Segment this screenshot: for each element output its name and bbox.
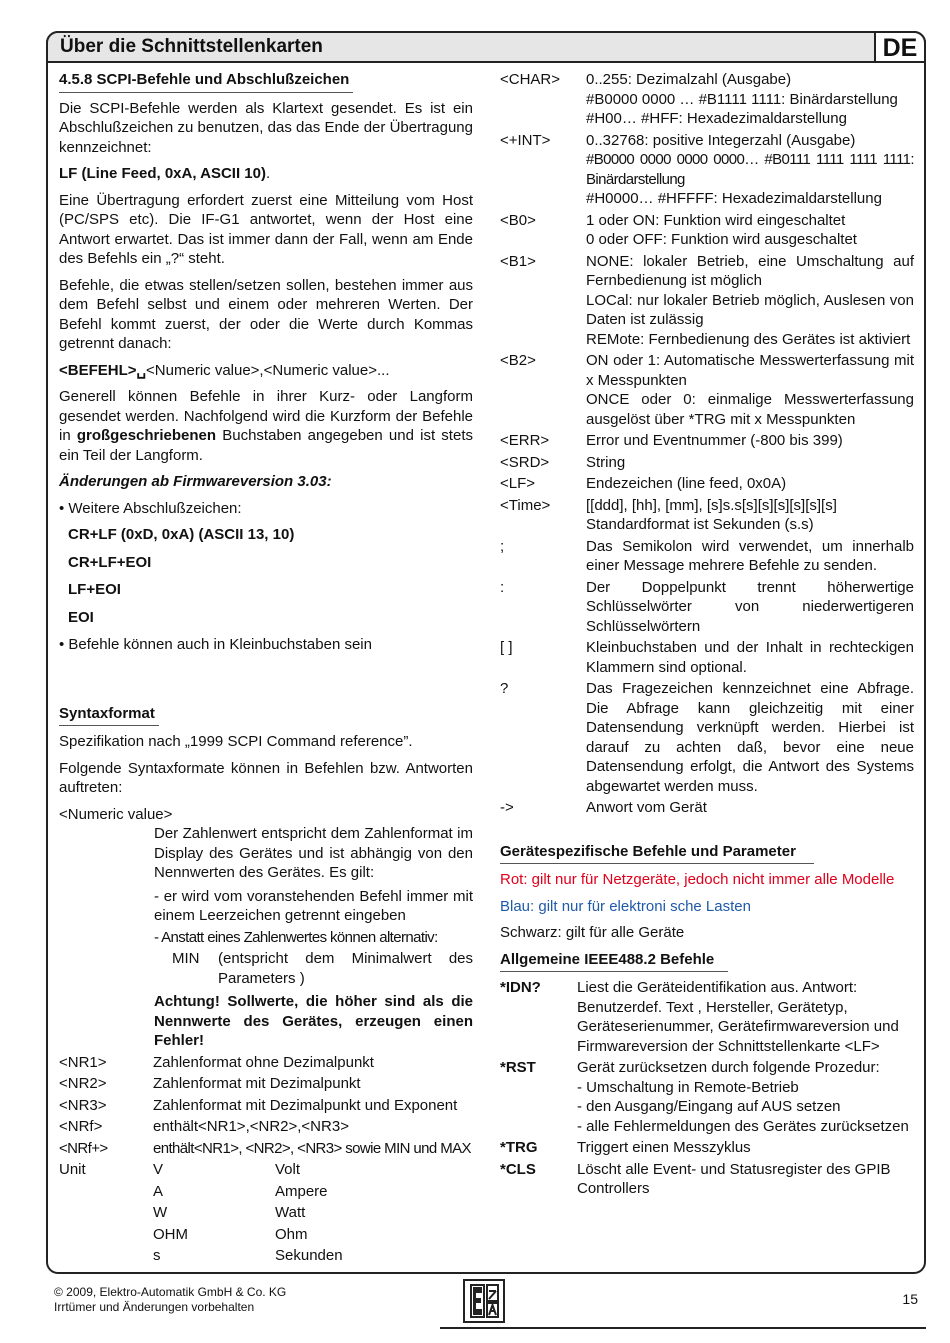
def-value: 1 oder ON: Funktion wird eingeschaltet <box>586 211 846 229</box>
unit-symbol: A <box>153 1182 164 1200</box>
numeric-description <box>59 824 473 1051</box>
min-keyword: MIN <box>172 950 200 967</box>
ieee-heading: Allgemeine IEEE488.2 Befehle <box>500 950 728 973</box>
def-value: REMote: Fernbedienung des Gerätes ist aktiviert <box>586 330 911 348</box>
definition-list <box>500 70 914 818</box>
def-colon <box>500 578 914 637</box>
ieee-key: *TRG <box>500 1139 538 1156</box>
def-value: String <box>586 453 626 471</box>
lf-line <box>59 164 473 184</box>
def-value: 0..32768: positive Integerzahl (Ausgabe) <box>586 131 856 149</box>
numeric-label: <Numeric value> <box>59 805 173 823</box>
ieee-value: Triggert einen Messzyklus <box>577 1139 751 1156</box>
syntax-intro: Folgende Syntaxformate können in Befehlen bzw. Antworten auftreten: <box>59 759 473 796</box>
nr-row <box>59 1096 473 1116</box>
ieee-idn <box>500 978 914 1056</box>
def-b2 <box>500 351 914 429</box>
page-number: 15 <box>902 1291 918 1307</box>
ieee-value: Benutzerdef. Text , Hersteller, Gerätetyp, Geräteserienummer, Gerätefirmwareversion und Firmwareversion der Schnittstellenkarte <LF> <box>577 998 899 1055</box>
def-value: Anwort vom Gerät <box>586 799 707 816</box>
unit-name: Sekunden <box>275 1247 343 1264</box>
unit-row <box>59 1246 473 1266</box>
nr-value: Zahlenformat ohne Dezimalpunkt <box>153 1053 374 1071</box>
ieee-command-list <box>500 978 914 1199</box>
nr-format-list <box>59 1053 473 1159</box>
unit-label: Unit <box>59 1161 86 1178</box>
def-value: Das Fragezeichen kennzeichnet eine Abfrage. Die Abfrage kann gleichzeitig mit einer Datensendung verknüpft werden. Hierbei ist darauf zu achten daß, bevor eine neue Datensendung erfolgt, die Antwort des Systems abgewartet werden muss. <box>586 680 914 795</box>
nr-key: <NR2> <box>59 1075 107 1092</box>
def-arrow <box>500 798 914 818</box>
def-lf <box>500 474 914 494</box>
legend-blue: Blau: gilt nur für elektroni sche Lasten <box>500 897 751 915</box>
nr-row <box>59 1074 473 1094</box>
terminator-item: CR+LF+EOI <box>68 553 152 571</box>
def-int <box>500 131 914 209</box>
def-key: <B0> <box>500 211 536 229</box>
def-key: <SRD> <box>500 453 550 471</box>
def-value: ONCE oder 0: einmalige Messwerterfassung ausgelöst über *TRG mit x Messpunkten <box>586 391 914 428</box>
nr-value: Zahlenformat mit Dezimalpunkt und Exponent <box>153 1096 458 1114</box>
unit-row <box>59 1225 473 1245</box>
nr-value: enthält<NR1>,<NR2>,<NR3> <box>153 1118 349 1135</box>
page-title: Über die Schnittstellenkarten <box>60 36 323 57</box>
ieee-value: Löscht alle Event- und Statusregister des GPIB Controllers <box>577 1160 891 1197</box>
def-key: <CHAR> <box>500 71 561 88</box>
ieee-key: *CLS <box>500 1160 536 1178</box>
shortform-paragraph <box>59 387 473 465</box>
ieee-cls <box>500 1160 914 1199</box>
def-value: Error und Eventnummer (-800 bis 399) <box>586 432 843 449</box>
ieee-value: Liest die Geräteidentifikation aus. Antwort: <box>577 979 858 996</box>
nr-value: enthält<NR1>, <NR2>, <NR3> sowie MIN und MAX <box>153 1139 471 1157</box>
def-b0 <box>500 211 914 250</box>
nr-row <box>59 1117 473 1137</box>
ieee-key: *IDN? <box>500 979 541 996</box>
commands-paragraph: Befehle, die etwas stellen/setzen sollen, bestehen immer aus dem Befehl selbst und einem oder mehreren Werten. Der Befehl kommt zuerst, der oder die Werte durch Kommas getrennt danach: <box>59 276 473 352</box>
company-logo-icon <box>463 1279 505 1323</box>
def-value: ON oder 1: Automatische Messwerterfassung mit x Messpunkten <box>586 352 914 389</box>
lf-tail: . <box>265 165 271 182</box>
nr-row <box>59 1139 473 1159</box>
def-value: Standardformat ist Sekunden (s.s) <box>586 516 814 533</box>
disclaimer: Irrtümer und Änderungen vorbehalten <box>54 1300 255 1314</box>
unit-row <box>59 1203 473 1223</box>
ieee-value: Gerät zurücksetzen durch folgende Prozedur: <box>577 1059 880 1076</box>
def-key: <ERR> <box>500 432 550 449</box>
left-column <box>59 70 473 1268</box>
numeric-rule-1: - er wird vom voranstehenden Befehl immer mit einem Leerzeichen getrennt eingeben <box>154 887 473 924</box>
terminator-item: LF+EOI <box>68 581 121 598</box>
def-b1 <box>500 252 914 350</box>
def-value: [[ddd], [hh], [mm], [s]s.s[s][s][s][s][s][s] <box>586 496 837 514</box>
lf-term: LF (Line Feed, 0xA, ASCII 10) <box>59 165 266 182</box>
def-key: <+INT> <box>500 131 551 149</box>
shortform-text-a: Generell können Befehle in ihrer Kurz- oder Langform gesendet werden. Nachfolgend wird die Kurzform der Befehle in <box>59 388 473 444</box>
min-row <box>154 949 473 988</box>
command-syntax <box>59 361 473 381</box>
intro-paragraph: Die SCPI-Befehle werden als Klartext gesendet. Es ist ein Abschlußzeichen zu benutzen, das das Ende der Übertragung kennzeichnet: <box>59 99 473 156</box>
ieee-value: - Umschaltung in Remote-Betrieb <box>577 1078 799 1096</box>
def-value: Das Semikolon wird verwendet, um innerhalb einer Message mehrere Befehle zu senden. <box>586 537 914 574</box>
def-value: NONE: lokaler Betrieb, eine Umschaltung auf Fernbedienung ist möglich <box>586 252 914 289</box>
def-value: #H0000… #HFFFF: Hexadezimaldarstellung <box>586 190 882 207</box>
def-value: #B0000 0000 0000 0000… #B0111 1111 1111 1111: Binärdarstellung <box>586 151 914 188</box>
unit-symbol: W <box>153 1204 168 1221</box>
device-heading: Gerätespezifische Befehle und Parameter <box>500 842 814 865</box>
ieee-trg <box>500 1138 914 1158</box>
ieee-value: - alle Fehlermeldungen des Gerätes zurücksetzen <box>577 1117 909 1135</box>
shortform-emphasis: großgeschriebenen <box>76 427 217 444</box>
bullet-lowercase: • Befehle können auch in Kleinbuchstaben sein <box>59 636 372 653</box>
firmware-heading: Änderungen ab Firmwareversion 3.03: <box>59 473 332 490</box>
def-err <box>500 431 914 451</box>
def-value: #B0000 0000 … #B1111 1111: Binärdarstellung #H00… #HFF: Hexadezimaldarstellung <box>586 90 898 127</box>
terminator-item: CR+LF (0xD, 0xA) (ASCII 13, 10) <box>68 526 295 543</box>
nr-key: <NR1> <box>59 1053 107 1071</box>
terminator-item: EOI <box>68 608 94 626</box>
def-value: Endezeichen (line feed, 0x0A) <box>586 475 787 492</box>
def-value: 0 oder OFF: Funktion wird ausgeschaltet <box>586 231 857 248</box>
unit-symbol: s <box>153 1247 161 1264</box>
unit-name: Watt <box>275 1204 306 1221</box>
def-key: <Time> <box>500 496 551 514</box>
nr-key: <NRf+> <box>59 1139 108 1157</box>
bullet-terminators: • Weitere Abschlußzeichen: <box>59 499 242 517</box>
language-badge: DE <box>874 31 926 63</box>
def-key: <LF> <box>500 475 536 492</box>
legend-black: Schwarz: gilt für alle Geräte <box>500 924 685 941</box>
ieee-rst <box>500 1058 914 1136</box>
ieee-value: - den Ausgang/Eingang auf AUS setzen <box>577 1098 841 1115</box>
def-key: : <box>500 578 505 596</box>
def-question <box>500 679 914 796</box>
def-key: ; <box>500 537 505 555</box>
def-key: [ ] <box>500 639 513 656</box>
numeric-desc-text: Der Zahlenwert entspricht dem Zahlenformat im Display des Gerätes und ist abhängig von den Nennwerten des Gerätes. Es gilt: <box>154 825 473 881</box>
unit-row <box>59 1182 473 1202</box>
def-semicolon <box>500 537 914 576</box>
unit-name: Ampere <box>275 1182 328 1200</box>
legend-red: Rot: gilt nur für Netzgeräte, jedoch nicht immer alle Modelle <box>500 871 895 888</box>
syntax-heading: Syntaxformat <box>59 704 159 727</box>
def-brackets <box>500 638 914 677</box>
command-keyword: <BEFEHL>␣ <box>59 361 147 379</box>
footer-notice <box>54 1285 286 1315</box>
nr-row <box>59 1053 473 1073</box>
def-srd <box>500 453 914 473</box>
footer-rule <box>440 1327 926 1329</box>
def-time <box>500 496 914 535</box>
def-key: -> <box>500 799 514 816</box>
nr-key: <NR3> <box>59 1096 107 1114</box>
numeric-rule-2: - Anstatt eines Zahlenwertes können alternativ: <box>154 928 438 946</box>
nr-key: <NRf> <box>59 1118 103 1135</box>
spec-line: Spezifikation nach „1999 SCPI Command reference”. <box>59 733 413 750</box>
def-value: Kleinbuchstaben und der Inhalt in rechteckigen Klammern sind optional. <box>586 639 914 676</box>
warning-text: Achtung! Sollwerte, die höher sind als die Nennwerte des Gerätes, erzeugen einen Fehler! <box>154 993 473 1049</box>
def-value: LOCal: nur lokaler Betrieb möglich, Auslesen von Daten ist zulässig <box>586 291 914 328</box>
right-column <box>500 70 914 1201</box>
transfer-paragraph: Eine Übertragung erfordert zuerst eine Mitteilung vom Host (PC/SPS etc). Die IF-G1 antwortet, wenn der Host eine Antwort erwartet. Das ist immer dann der Fall, wenn am Ende des Befehls ein „?“ steht. <box>59 191 473 267</box>
unit-row <box>59 1160 473 1180</box>
min-description: (entspricht dem Minimalwert des Parameters ) <box>218 950 473 987</box>
unit-name: Volt <box>275 1161 301 1178</box>
unit-table <box>59 1160 473 1266</box>
command-args: <Numeric value>,<Numeric value>... <box>146 361 390 379</box>
def-key: ? <box>500 680 509 697</box>
shortform-text-c: Buchstaben angegeben und ist stets ein Teil der Langform. <box>59 427 473 464</box>
copyright: © 2009, Elektro-Automatik GmbH & Co. KG <box>54 1285 287 1299</box>
unit-symbol: OHM <box>153 1225 188 1243</box>
unit-symbol: V <box>153 1161 164 1178</box>
def-key: <B2> <box>500 352 536 369</box>
nr-value: Zahlenformat mit Dezimalpunkt <box>153 1075 361 1092</box>
section-heading: 4.5.8 SCPI-Befehle und Abschlußzeichen <box>59 70 353 93</box>
def-value: 0..255: Dezimalzahl (Ausgabe) <box>586 71 792 88</box>
page-header <box>46 31 926 63</box>
def-value: Der Doppelpunkt trennt höherwertige Schlüsselwörter von niederwertigeren Schlüsselwörtern <box>586 578 914 635</box>
def-char <box>500 70 914 129</box>
unit-name: Ohm <box>275 1225 308 1243</box>
ieee-key: *RST <box>500 1059 536 1076</box>
def-key: <B1> <box>500 252 536 270</box>
